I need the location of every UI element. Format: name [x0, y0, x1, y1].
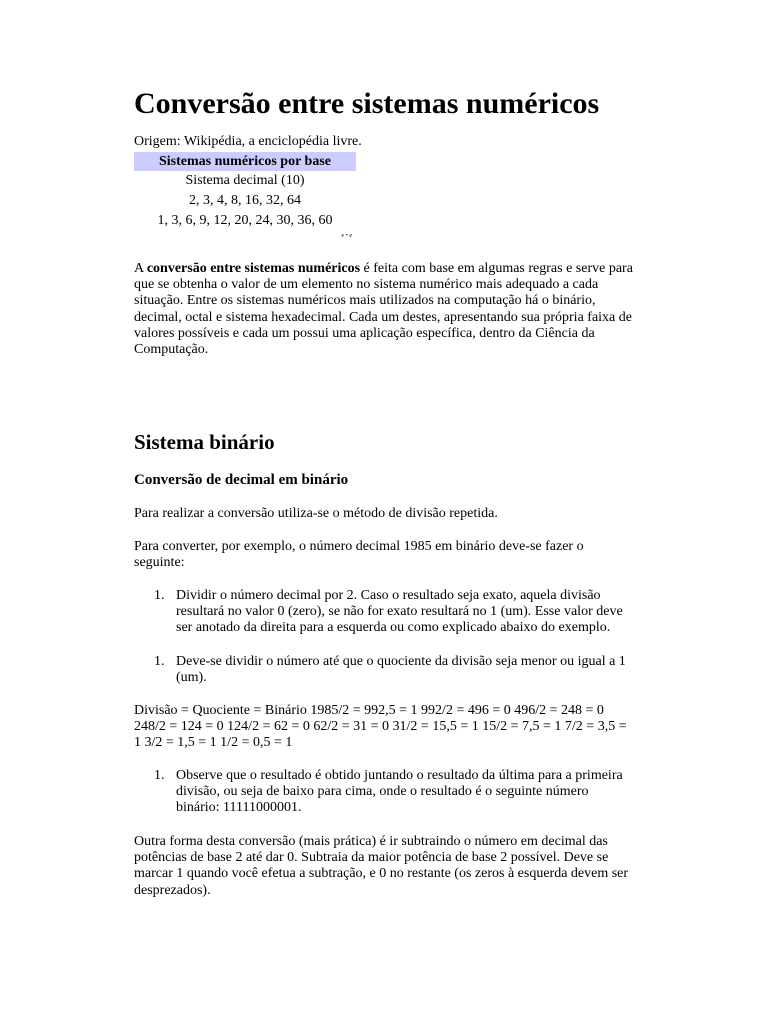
infobox-view-edit-links[interactable]: v • e: [341, 233, 352, 239]
intro-rest: é feita com base em algumas regras e serve para que se obtenha o valor de um elemento no sistema numérico mais adequado a cada situação. Entre os sistemas numéricos mais utilizados na computação há o binário, decimal, octal e sistema hexadecimal. Cada um destes, apresentando sua própria faixa de valores possíveis e cada um possui uma aplicação específica, dentro da Ciência da Computação.: [134, 261, 633, 358]
page-title: Conversão entre sistemas numéricos: [134, 87, 600, 120]
example-paragraph: Para converter, por exemplo, o número decimal 1985 em binário deve-se fazer o seguinte:: [134, 539, 584, 571]
list-number: 1.: [154, 588, 165, 603]
intro-paragraph: [134, 261, 634, 358]
intro-lead: A: [134, 261, 147, 276]
list-item-text: Dividir o número decimal por 2. Caso o resultado seja exato, aquela divisão resultará no valor 0 (zero), se não for exato resultará no 1 (um). Esse valor deve ser anotado da direita para a esquerda ou como explicado abaixo do exemplo.: [176, 588, 623, 636]
method-paragraph: Para realizar a conversão utiliza-se o método de divisão repetida.: [134, 506, 498, 521]
list-item-step-divide: [154, 588, 634, 637]
infobox-header: Sistemas numéricos por base: [134, 152, 356, 171]
infobox-row-bases-a[interactable]: 2, 3, 4, 8, 16, 32, 64: [189, 193, 301, 208]
list-item-text: Observe que o resultado é obtido juntando o resultado da última para a primeira divisão, ou seja de baixo para cima, onde o resultado é o seguinte número binário: 11111000001.: [176, 768, 623, 816]
subsection-heading-decimal-to-binary: Conversão de decimal em binário: [134, 472, 349, 488]
list-item-observe: [154, 768, 634, 817]
numeral-systems-infobox: [134, 152, 356, 241]
infobox-row-bases-b[interactable]: 1, 3, 6, 9, 12, 20, 24, 30, 36, 60: [157, 213, 333, 228]
section-heading-binary: Sistema binário: [134, 430, 275, 454]
list-item-text: Deve-se dividir o número até que o quociente da divisão seja menor ou igual a 1 (um).: [176, 654, 626, 686]
origin-note: Origem: Wikipédia, a enciclopédia livre.: [134, 134, 362, 149]
other-method-paragraph: Outra forma desta conversão (mais prática) é ir subtraindo o número em decimal das potências de base 2 até dar 0. Subtraia da maior potência de base 2 possível. Deve se marcar 1 quando você efetua a subtração, e 0 no restante (os zeros à esquerda devem ser desprezados).: [134, 834, 629, 898]
list-number: 1.: [154, 768, 165, 783]
infobox-row-decimal[interactable]: Sistema decimal (10): [185, 173, 305, 188]
list-number: 1.: [154, 654, 165, 669]
division-table-paragraph: Divisão = Quociente = Binário 1985/2 = 992,5 = 1 992/2 = 496 = 0 496/2 = 248 = 0 248/2 = 124 = 0 124/2 = 62 = 0 62/2 = 31 = 0 31/2 = 15,5 = 1 15/2 = 7,5 = 1 7/2 = 3,5 = 1 3/2 = 1,5 = 1 1/2 = 0,5 = 1: [134, 703, 627, 751]
intro-bold-term: conversão entre sistemas numéricos: [146, 261, 361, 276]
list-item-step-repeat: [154, 654, 634, 686]
